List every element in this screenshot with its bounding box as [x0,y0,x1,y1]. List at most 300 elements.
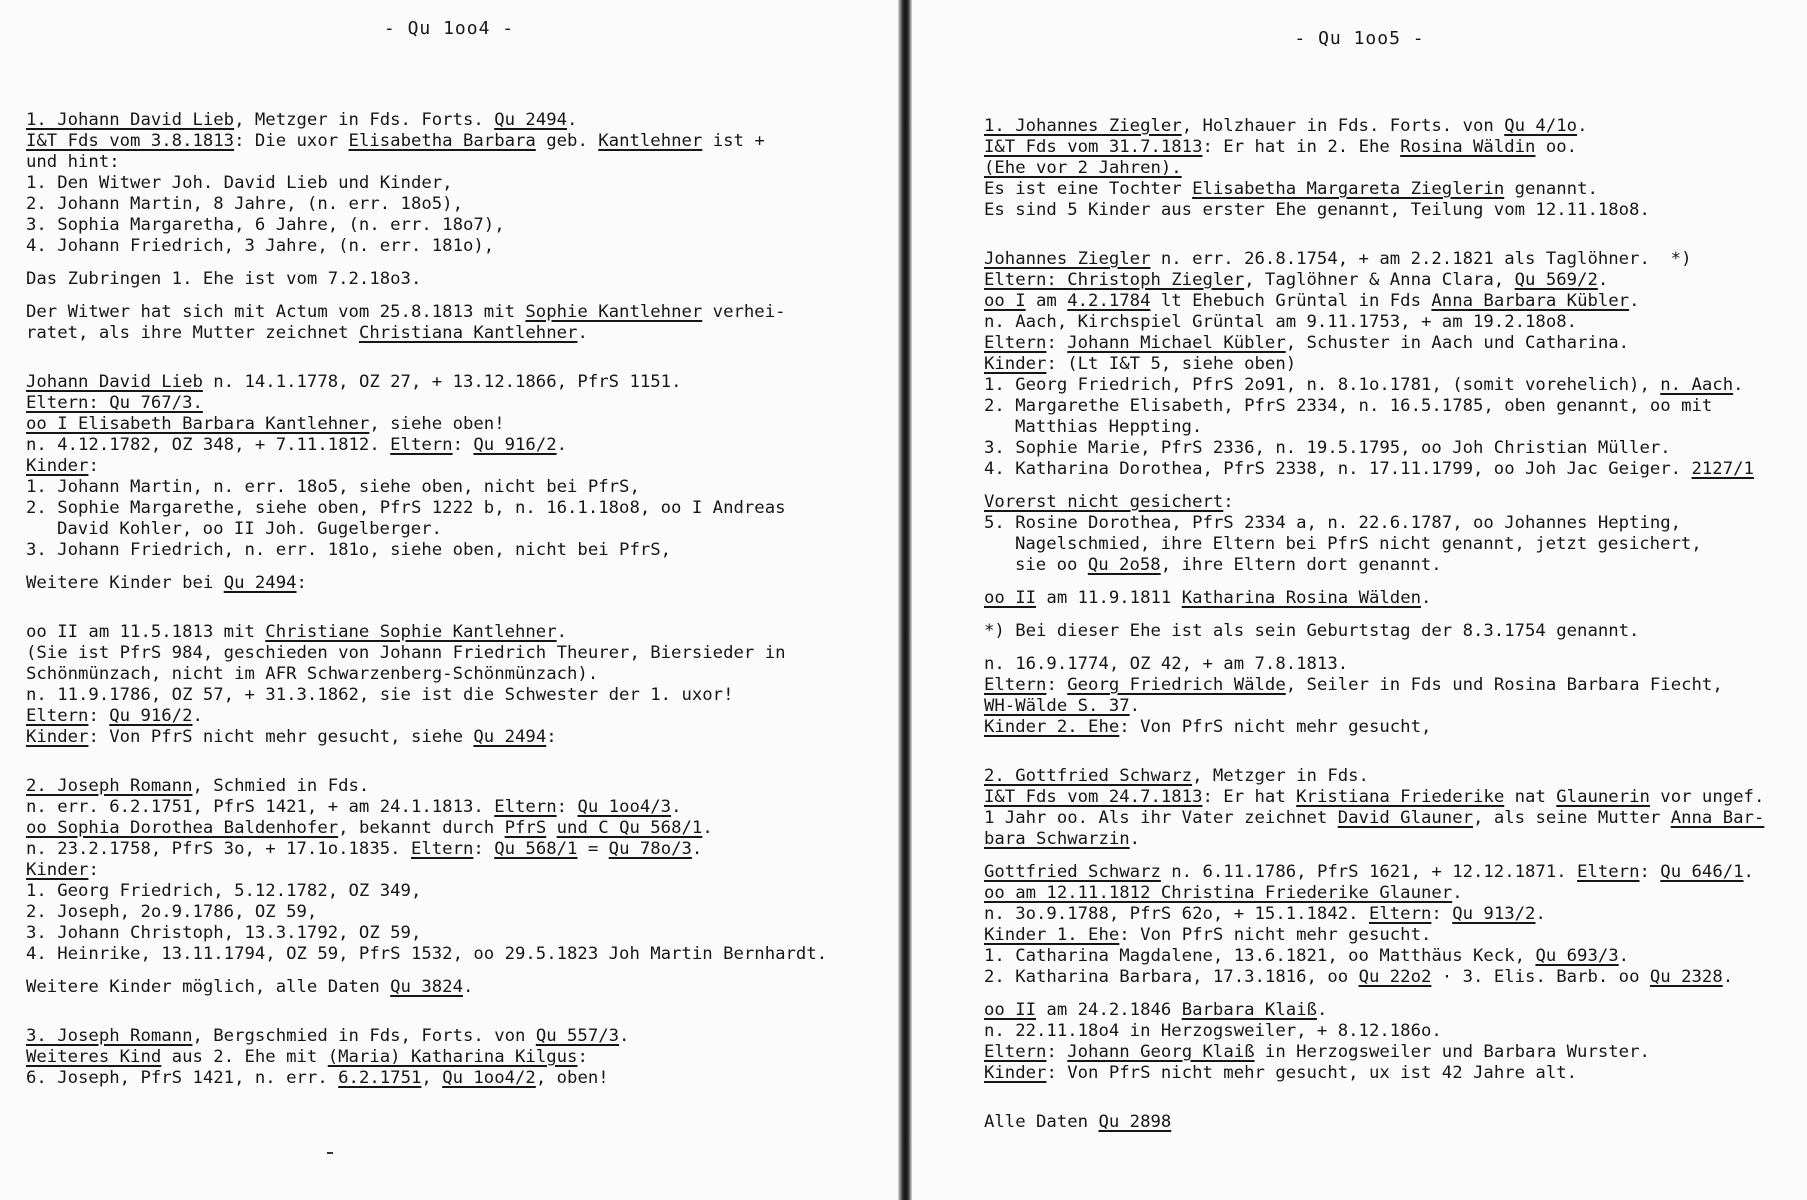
text-run: : [473,839,495,859]
text-run: , Seiler in Fds und Rosina Barbara Fiecht, [1285,675,1723,695]
text-run: 3. Sophie Marie, PfrS 2336, n. 19.5.1795, oo Joh Christian Müller. [984,438,1671,458]
text-run: geb. [535,131,599,151]
text-run: am 24.2.1846 [1036,1000,1182,1020]
text-run: 2. Margarethe Elisabeth, PfrS 2334, n. 16.5.1785, oben genannt, oo mit [984,396,1713,416]
text-run: , Taglöhner & Anna Clara, [1244,270,1515,290]
underlined-text: I&T Fds vom 24.7.1813 [984,787,1203,807]
text-run: (Sie ist PfrS 984, geschieden von Johann Friedrich Theurer, Biersieder in [26,643,786,663]
text-block [26,302,886,344]
text-run: 2. Johann Martin, 8 Jahre, (n. err. 18o5), [26,194,463,214]
text-block [26,573,886,594]
text-run: Weitere Kinder bei [26,573,224,593]
text-block [26,110,886,257]
page-number: - Qu 1oo5 - [1294,28,1425,49]
text-line [26,323,886,344]
text-run: , Schuster in Aach und Catharina. [1285,333,1630,353]
text-run: , oben! [535,1068,609,1088]
underlined-text: Qu 2494 [494,110,568,130]
text-run: ratet, als ihre Mutter zeichnet [26,323,359,343]
text-run: 6. Joseph, PfrS 1421, n. err. [26,1068,339,1088]
text-line [26,573,886,594]
underlined-text: Eltern: Qu 767/3. [26,393,203,413]
text-line [984,904,1799,925]
text-block [26,269,886,290]
text-line [984,158,1799,179]
text-line [26,372,886,393]
underlined-text: (Maria) Katharina Kilgus [327,1047,578,1067]
text-run: 2. Joseph, 2o.9.1786, OZ 59, [26,902,318,922]
underlined-text: Kinder [984,1063,1047,1083]
text-line [26,685,886,706]
underlined-text: 1. Johannes Ziegler [984,116,1182,136]
text-run: · 3. Elis. Barb. oo [1431,967,1650,987]
text-line [984,270,1799,291]
text-line [984,696,1799,717]
text-line [26,622,886,643]
text-line [984,1112,1799,1133]
text-run: 3. Johann Christoph, 13.3.1792, OZ 59, [26,923,422,943]
text-run: . [1577,116,1588,136]
text-block [984,1000,1799,1084]
underlined-text: Kinder 2. Ehe [984,717,1120,737]
underlined-text: I&T Fds vom 31.7.1813 [984,137,1203,157]
underlined-text: Qu 2494 [223,573,297,593]
text-run: , Metzger in Fds. Forts. [234,110,495,130]
underlined-text: Christiane Sophie Kantlehner [265,622,557,642]
underlined-text: (Ehe vor 2 Jahren). [984,158,1182,178]
text-run: Das Zubringen 1. Ehe ist vom 7.2.18o3. [26,269,422,289]
text-line [26,1068,886,1089]
text-run: 1. Catharina Magdalene, 13.6.1821, oo Matthäus Keck, [984,946,1536,966]
text-run: . [556,435,568,455]
text-run: . [463,977,474,997]
underlined-text: Kinder [984,354,1047,374]
text-run: n. 4.12.1782, OZ 348, + 7.11.1812. [26,435,391,455]
underlined-text: Eltern [390,435,453,455]
underlined-text: Katharina Rosina Wälden [1181,588,1421,608]
text-run: n. 16.9.1774, OZ 42, + am 7.8.1813. [984,654,1349,674]
text-line [984,621,1799,642]
stray-mark [327,1152,333,1154]
text-line [984,534,1799,555]
text-run: vor ungef. [1649,787,1765,807]
underlined-text: WH-Wälde S. 37 [984,696,1130,716]
text-line [984,200,1799,221]
text-run: : [296,573,307,593]
text-run: : [88,456,99,476]
text-line [984,1021,1799,1042]
underlined-text: Johannes Ziegler [984,249,1151,269]
text-run: . [1316,1000,1328,1020]
underlined-text: Rosina Wäldin [1400,137,1536,157]
text-run: . [691,839,703,859]
text-line [26,1047,886,1068]
text-run: 4. Johann Friedrich, 3 Jahre, (n. err. 181o), [26,236,495,256]
text-line [984,555,1799,576]
underlined-text: Sophie Kantlehner [525,302,703,322]
text-line [984,438,1799,459]
underlined-text: 3. Joseph Romann [26,1026,193,1046]
text-run: . [1743,862,1754,882]
text-line [984,333,1799,354]
text-line [26,456,886,477]
text-block [26,622,886,748]
text-line [26,131,886,152]
text-line [984,1063,1799,1084]
underlined-text: Christiana Kantlehner [358,323,578,343]
page-number: - Qu 1oo4 - [383,18,515,39]
text-block [26,776,886,965]
text-run: : [1046,1042,1068,1062]
text-line [26,664,886,685]
text-line [26,414,886,435]
text-line [26,435,886,456]
underlined-text: Eltern [410,839,474,859]
text-line [26,977,886,998]
underlined-text: 2. Joseph Romann [26,776,193,796]
text-line [26,302,886,323]
right-text-column [984,116,1799,1133]
text-run: . [1722,967,1734,987]
text-run: : Von PfrS nicht mehr gesucht, [1119,717,1432,737]
underlined-text: Qu 2898 [1098,1112,1172,1132]
text-run: : [1639,862,1661,882]
underlined-text: Johann David Lieb [26,372,203,392]
text-line [984,312,1799,333]
underlined-text: 4.2.1784 [1067,291,1151,311]
text-run: aus 2. Ehe mit [161,1047,328,1067]
underlined-text: oo I [984,291,1026,311]
underlined-text: Kinder [26,860,89,880]
text-line [984,1042,1799,1063]
text-run: . [1597,270,1609,290]
underlined-text: Qu 2328 [1649,967,1723,987]
underlined-text: Qu 569/2 [1514,270,1598,290]
text-run: : [452,435,474,455]
underlined-text: Qu 4/1o [1504,116,1578,136]
underlined-text: Vorerst nicht gesichert [984,492,1224,512]
text-run: Alle Daten [984,1112,1099,1132]
text-run: : Er hat in 2. Ehe [1202,137,1401,157]
text-run: , Holzhauer in Fds. Forts. von [1181,116,1505,136]
underlined-text: Johann Georg Klaiß [1067,1042,1255,1062]
underlined-text: Eltern [984,675,1047,695]
text-run: n. err. 6.2.1751, PfrS 1421, + am 24.1.1813. [26,797,495,817]
text-line [26,776,886,797]
block-spacer [984,1084,1799,1112]
block-spacer [26,344,886,372]
text-run: n. 22.11.18o4 in Herzogsweiler, + 8.12.186o. [984,1021,1442,1041]
text-run: nat [1504,787,1557,807]
text-run: : [1431,904,1453,924]
underlined-text: und C Qu 568/1 [556,818,703,838]
text-run: 1. Den Witwer Joh. David Lieb und Kinder, [26,173,453,193]
underlined-text: Anna Barbara Kübler [1431,291,1630,311]
text-run [546,818,556,838]
text-run: sie oo [1015,555,1088,575]
text-run: 5. Rosine Dorothea, PfrS 2334 a, n. 22.6.1787, oo Johannes Hepting, [984,513,1682,533]
underlined-text: PfrS [504,818,547,838]
underlined-text: Qu 693/3 [1535,946,1619,966]
text-run: Es sind 5 Kinder aus erster Ehe genannt, Teilung vom 12.11.18o8. [984,200,1650,220]
underlined-text: Qu 916/2 [473,435,557,455]
text-run: = [577,839,609,859]
text-block [984,766,1799,850]
underlined-text: Eltern [984,333,1047,353]
text-run: , [421,1068,443,1088]
text-line [26,236,886,257]
block-spacer [26,998,886,1026]
text-block [984,621,1799,642]
text-line [26,923,886,944]
text-run: . [702,818,713,838]
underlined-text: Barbara Klaiß [1181,1000,1317,1020]
underlined-text: oo I Elisabeth Barbara Kantlehner [26,414,370,434]
text-run: in Herzogsweiler und Barbara Wurster. [1254,1042,1650,1062]
text-run: Der Witwer hat sich mit Actum vom 25.8.1813 mit [26,302,526,322]
text-run: , ihre Eltern dort genannt. [1160,555,1442,575]
text-run: : Er hat [1202,787,1297,807]
text-block [26,372,886,561]
text-line [984,883,1799,904]
underlined-text: Qu 568/1 [494,839,578,859]
text-line [26,393,886,414]
text-line [26,818,886,839]
block-spacer [984,738,1799,766]
underlined-text: Qu 2o58 [1087,555,1161,575]
text-line [26,727,886,748]
text-run: und hint: [26,152,120,172]
text-run: . [192,706,203,726]
underlined-text: Qu 1oo4/3 [577,797,672,817]
text-run: , Metzger in Fds. [1192,766,1369,786]
underlined-text: Kinder [26,456,89,476]
underlined-text: oo II [984,588,1037,608]
underlined-text: Eltern [1368,904,1432,924]
text-run: 2. Katharina Barbara, 17.3.1816, oo [984,967,1359,987]
text-run: am 11.9.1811 [1036,588,1182,608]
text-line [984,249,1799,270]
underlined-text: n. Aach [1660,375,1734,395]
text-run: verhei- [702,302,786,322]
text-line [26,152,886,173]
underlined-text: 1. Johann David Lieb [26,110,235,130]
text-line [984,179,1799,200]
underlined-text: Qu 3824 [390,977,463,997]
text-run: . [1629,291,1640,311]
underlined-text: Qu 646/1 [1660,862,1744,882]
text-run: , bekannt durch [338,818,505,838]
text-line [26,194,886,215]
text-line [26,881,886,902]
block-spacer [984,609,1799,621]
underlined-text: Eltern [494,797,557,817]
text-block [984,492,1799,576]
text-run: , Schmied in Fds. [192,776,370,796]
text-block [26,1026,886,1089]
text-line [984,588,1799,609]
text-run: : [88,706,110,726]
underlined-text: bara Schwarzin [984,829,1130,849]
text-run: n. 6.11.1786, PfrS 1621, + 12.12.1871. [1160,862,1578,882]
text-run: Nagelschmied, ihre Eltern bei PfrS nicht genannt, jetzt gesichert, [1015,534,1702,554]
text-run: 3. Sophia Margaretha, 6 Jahre, (n. err. 18o7), [26,215,505,235]
underlined-text: Elisabetha Barbara [348,131,536,151]
book-gutter [898,0,912,1200]
block-spacer [26,290,886,302]
left-text-column [26,110,886,1089]
text-run: lt Ehebuch Grüntal in Fds [1150,291,1432,311]
text-line [984,1000,1799,1021]
text-line [26,839,886,860]
text-block [984,249,1799,480]
text-run: 1. Johann Martin, n. err. 18o5, siehe oben, nicht bei PfrS, [26,477,640,497]
block-spacer [984,480,1799,492]
block-spacer [984,642,1799,654]
underlined-text: I&T Fds vom 3.8.1813 [26,131,235,151]
text-line [984,717,1799,738]
text-run: oo. [1535,137,1578,157]
text-line [26,173,886,194]
text-line [26,860,886,881]
text-line [984,946,1799,967]
underlined-text: 6.2.1751 [338,1068,422,1088]
text-run: . [1421,588,1432,608]
text-line [984,492,1799,513]
text-line [984,766,1799,787]
block-spacer [26,561,886,573]
underlined-text: Kristiana Friederike [1296,787,1505,807]
text-run: , Bergschmied in Fds, Forts. von [192,1026,536,1046]
underlined-text: David Glauner [1337,808,1474,828]
underlined-text: oo am 12.11.1812 Christina Friederike Glauner [984,883,1453,903]
text-run: Schönmünzach, nicht im AFR Schwarzenberg-Schönmünzach). [26,664,599,684]
text-line [26,215,886,236]
text-run: Es ist eine Tochter [984,179,1193,199]
text-run: : [1046,675,1068,695]
block-spacer [26,965,886,977]
text-run: : [577,1047,588,1067]
text-line [984,654,1799,675]
text-run: *) Bei dieser Ehe ist als sein Geburtstag der 8.3.1754 genannt. [984,621,1640,641]
block-spacer [984,988,1799,1000]
underlined-text: Weiteres Kind [26,1047,162,1067]
text-run: : (Lt I&T 5, siehe oben) [1046,354,1297,374]
text-line [984,396,1799,417]
underlined-text: Qu 78o/3 [608,839,692,859]
text-run: genannt. [1504,179,1598,199]
text-line [26,902,886,923]
text-line [984,862,1799,883]
text-run: n. 14.1.1778, OZ 27, + 13.12.1866, PfrS 1151. [202,372,682,392]
underlined-text: Kinder 1. Ehe [984,925,1120,945]
text-run: ist + [702,131,765,151]
text-run: : Die uxor [234,131,349,151]
block-spacer [26,748,886,776]
text-run: . [577,323,588,343]
underlined-text: Johann Michael Kübler [1067,333,1286,353]
text-line [26,477,886,498]
text-block [984,1112,1799,1133]
underlined-text: Eltern: Christoph Ziegler [984,270,1245,290]
text-run: n. 11.9.1786, OZ 57, + 31.3.1862, sie ist die Schwester der 1. uxor! [26,685,734,705]
text-run: n. 3o.9.1788, PfrS 62o, + 15.1.1842. [984,904,1369,924]
text-run: : Von PfrS nicht mehr gesucht, ux ist 42 Jahre alt. [1046,1063,1578,1083]
text-run: n. err. 26.8.1754, + am 2.2.1821 als Taglöhner. *) [1150,249,1692,269]
text-run: . [671,797,682,817]
underlined-text: Eltern [1577,862,1640,882]
block-spacer [984,850,1799,862]
left-page [0,0,898,1200]
text-run: : Von PfrS nicht mehr gesucht. [1119,925,1432,945]
block-spacer [984,221,1799,249]
text-line [984,459,1799,480]
text-run: . [1129,829,1141,849]
text-run: 3. Johann Friedrich, n. err. 181o, siehe oben, nicht bei PfrS, [26,540,672,560]
text-line [26,540,886,561]
text-run: am [1025,291,1068,311]
text-line [984,137,1799,158]
text-run: 4. Katharina Dorothea, PfrS 2338, n. 17.11.1799, oo Joh Jac Geiger. [984,459,1692,479]
text-run: 1. Georg Friedrich, PfrS 2o91, n. 8.1o.1781, (somit vorehelich), [984,375,1661,395]
text-line [984,925,1799,946]
text-run: . [1535,904,1546,924]
text-run: . [1129,696,1141,716]
text-run: n. Aach, Kirchspiel Grüntal am 9.11.1753, + am 19.2.18o8. [984,312,1578,332]
text-block [26,977,886,998]
text-block [984,654,1799,738]
text-block [984,862,1799,988]
text-line [984,354,1799,375]
underlined-text: Eltern [984,1042,1047,1062]
underlined-text: oo II [984,1000,1037,1020]
text-line [984,829,1799,850]
text-block [984,588,1799,609]
text-run: David Kohler, oo II Joh. Gugelberger. [57,519,442,539]
text-line [984,808,1799,829]
text-line [26,1026,886,1047]
underlined-text: Kinder [26,727,89,747]
underlined-text: Qu 916/2 [109,706,193,726]
text-line [26,110,886,131]
underlined-text: Qu 22o2 [1358,967,1432,987]
text-run: Weitere Kinder möglich, alle Daten [26,977,391,997]
underlined-text: oo Sophia Dorothea Baldenhofer [26,818,339,838]
underlined-text: 2127/1 [1691,459,1754,479]
block-spacer [984,576,1799,588]
text-run: . [1452,883,1463,903]
text-run: , siehe oben! [369,414,505,434]
text-line [984,513,1799,534]
underlined-text: Glaunerin [1556,787,1650,807]
text-line [984,116,1799,137]
text-run: oo II am 11.5.1813 mit [26,622,266,642]
underlined-text: Elisabetha Margareta Zieglerin [1192,179,1505,199]
text-line [26,269,886,290]
text-run: Matthias Heppting. [1015,417,1203,437]
text-line [26,498,886,519]
text-run: : [556,797,578,817]
underlined-text: Eltern [26,706,89,726]
text-run: : Von PfrS nicht mehr gesucht, siehe [88,727,474,747]
text-run: : [546,727,557,747]
underlined-text: Qu 913/2 [1452,904,1536,924]
text-run: , als seine Mutter [1473,808,1671,828]
underlined-text: Gottfried Schwarz [984,862,1161,882]
block-spacer [26,257,886,269]
text-run: 4. Heinrike, 13.11.1794, OZ 59, PfrS 1532, oo 29.5.1823 Joh Martin Bernhardt. [26,944,828,964]
text-line [26,944,886,965]
